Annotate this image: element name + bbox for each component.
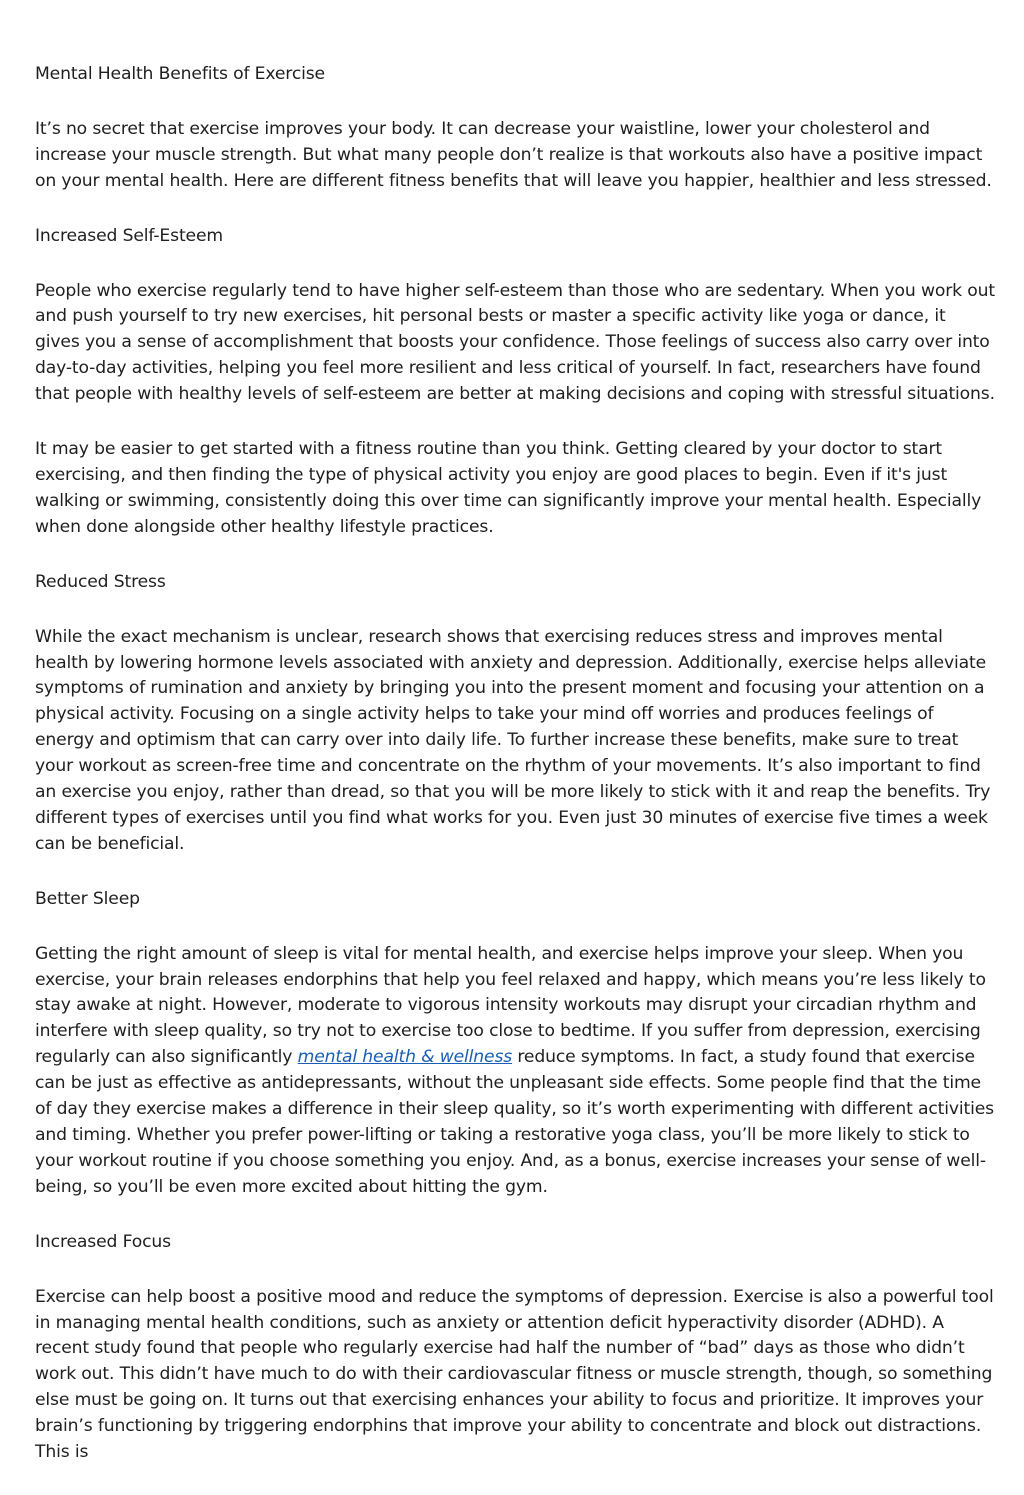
section-heading-reduced-stress: Reduced Stress	[35, 571, 166, 592]
section-heading-increased-focus: Increased Focus	[35, 1231, 171, 1252]
mental-health-wellness-link[interactable]: mental health & wellness	[297, 1047, 513, 1068]
document-page	[35, 62, 995, 1495]
better-sleep-paragraph	[35, 942, 995, 1201]
self-esteem-paragraph-2: It may be easier to get started with a fitness routine than you think. Getting cleared by your doctor to start exercising, and then finding the type of physical activity you enjoy are good places to begin. Even if it's just walking or swimming, consistently doing this over time can significantly improve your mental health. Especially when done alongside other healthy lifestyle practices.	[35, 439, 982, 537]
self-esteem-paragraph-1: People who exercise regularly tend to have higher self-esteem than those who are sedentary. When you work out and push yourself to try new exercises, hit personal bests or master a specific activity like yoga or dance, it gives you a sense of accomplishment that boosts your confidence. Those feelings of success also carry over into day-to-day activities, helping you feel more resilient and less critical of yourself. In fact, researchers have found that people with healthy levels of self-esteem are better at making decisions and coping with stressful situations.	[35, 280, 995, 405]
sleep-text-before-link: Getting the right amount of sleep is vital for mental health, and exercise helps improve your sleep. When you exercise, your brain releases endorphins that help you feel relaxed and happy, which means you’re less likely to stay awake at night. However, moderate to vigorous intensity workouts may disrupt your circadian rhythm and interfere with sleep quality, so try not to exercise too close to bedtime. If you suffer from depression, exercising regularly can also significantly	[35, 943, 986, 1068]
increased-focus-paragraph: Exercise can help boost a positive mood and reduce the symptoms of depression. Exercise is also a powerful tool in managing mental health conditions, such as anxiety or attention deficit hyperactivity disorder (ADHD). A recent study found that people who regularly exercise had half the number of “bad” days as those who didn’t work out. This didn’t have much to do with their cardiovascular fitness or muscle strength, though, so something else must be going on. It turns out that exercising enhances your ability to focus and prioritize. It improves your brain’s functioning by triggering endorphins that improve your ability to concentrate and block out distractions. This is	[35, 1286, 994, 1463]
intro-paragraph: It’s no secret that exercise improves your body. It can decrease your waistline, lower your cholesterol and increase your muscle strength. But what many people don’t realize is that workouts also have a positive impact on your mental health. Here are different fitness benefits that will leave you happier, healthier and less stressed.	[35, 118, 992, 191]
section-heading-better-sleep: Better Sleep	[35, 888, 140, 909]
section-heading-self-esteem: Increased Self-Esteem	[35, 225, 223, 246]
document-title: Mental Health Benefits of Exercise	[35, 64, 325, 84]
sleep-text-after-link: reduce symptoms. In fact, a study found that exercise can be just as effective as antidepressants, without the unpleasant side effects. Some people find that the time of day they exercise makes a difference in their sleep quality, so it’s worth experimenting with different activities and timing. Whether you prefer power-lifting or taking a restorative yoga class, you’ll be more likely to stick to your workout routine if you choose something you enjoy. And, as a bonus, exercise increases your sense of well-being, so you’ll be even more excited about hitting the gym.	[35, 1047, 994, 1197]
reduced-stress-paragraph: While the exact mechanism is unclear, research shows that exercising reduces stress and improves mental health by lowering hormone levels associated with anxiety and depression. Additionally, exercise helps alleviate symptoms of rumination and anxiety by bringing you into the present moment and focusing your attention on a physical activity. Focusing on a single activity helps to take your mind off worries and produces feelings of energy and optimism that can carry over into daily life. To further increase these benefits, make sure to treat your workout as screen-free time and concentrate on the rhythm of your movements. It’s also important to find an exercise you enjoy, rather than dread, so that you will be more likely to stick with it and reap the benefits. Try different types of exercises until you find what works for you. Even just 30 minutes of exercise five times a week can be beneficial.	[35, 626, 991, 854]
